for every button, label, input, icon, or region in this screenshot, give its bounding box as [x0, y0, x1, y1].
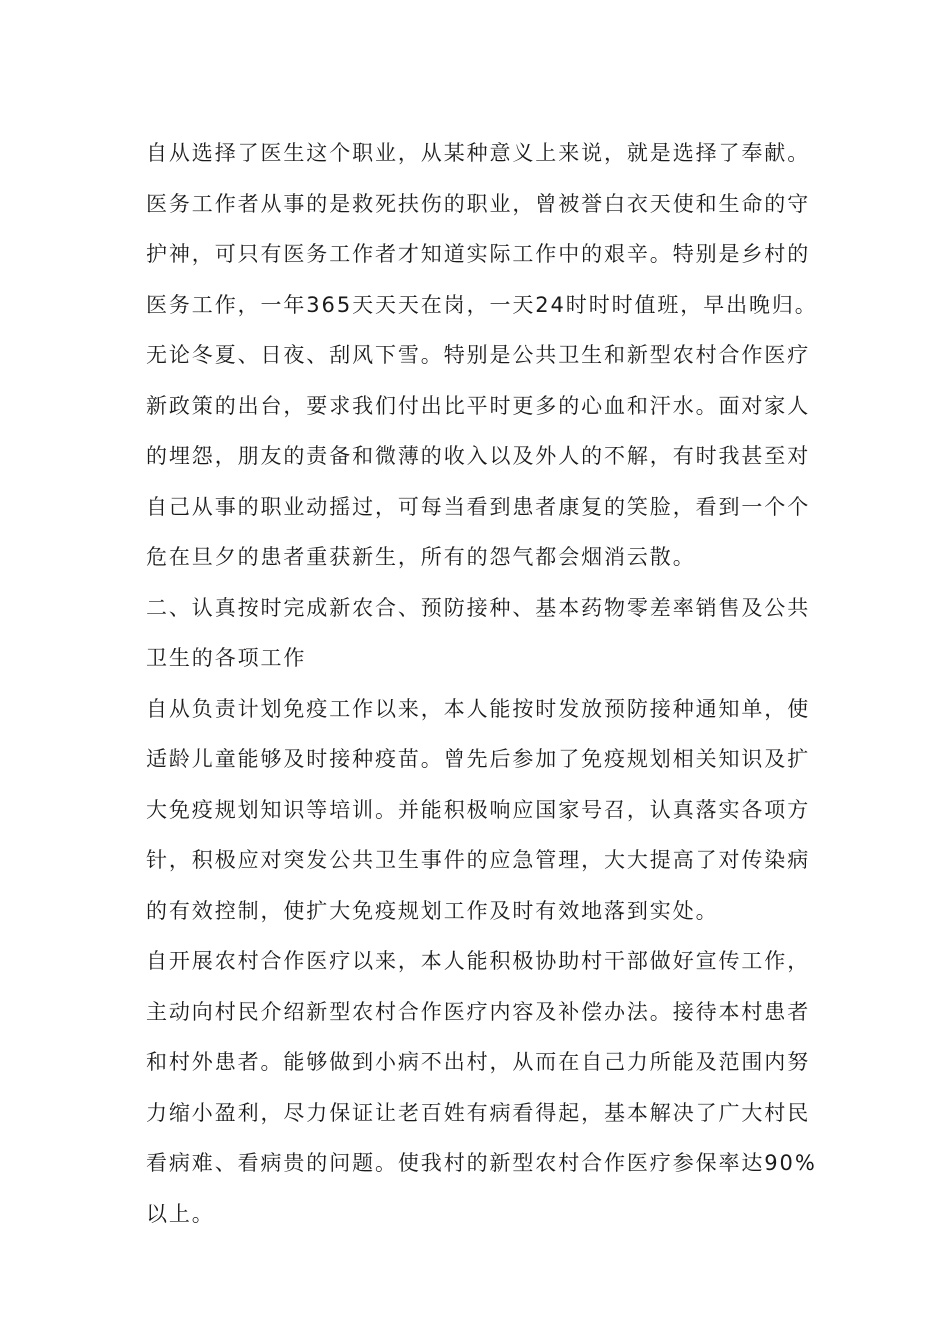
- text-line: 的有效控制，使扩大免疫规划工作及时有效地落到实处。: [146, 898, 719, 923]
- section-heading-line: 卫生的各项工作: [146, 646, 307, 670]
- text-line: 自从负责计划免疫工作以来，本人能按时发放预防接种通知单，使: [146, 696, 811, 721]
- text-line: 和村外患者。能够做到小病不出村，从而在自己力所能及范围内努: [146, 1050, 811, 1074]
- text-line: 自开展农村合作医疗以来，本人能积极协助村干部做好宣传工作，: [146, 949, 811, 973]
- text-line: 主动向村民介绍新型农村合作医疗内容及补偿办法。接待本村患者: [146, 999, 811, 1024]
- text-line: 适龄儿童能够及时接种疫苗。曾先后参加了免疫规划相关知识及扩: [146, 747, 811, 771]
- section-heading-line: 二、认真按时完成新农合、预防接种、基本药物零差率销售及公共: [146, 595, 811, 620]
- text-line: 自己从事的职业动摇过，可每当看到患者康复的笑脸，看到一个个: [146, 494, 811, 519]
- text-line: 无论冬夏、日夜、刮风下雪。特别是公共卫生和新型农村合作医疗: [146, 343, 811, 367]
- text-line: 危在旦夕的患者重获新生，所有的怨气都会烟消云散。: [146, 545, 696, 569]
- text-line: 新政策的出台，要求我们付出比平时更多的心血和汗水。面对家人: [146, 393, 811, 418]
- body-text: [146, 128, 818, 1239]
- text-line: 医务工作者从事的是救死扶伤的职业，曾被誉白衣天使和生命的守: [146, 191, 811, 216]
- text-line: 医务工作，一年365天天天在岗，一天24时时时值班，早出晚归。: [146, 292, 818, 317]
- text-line: 自从选择了医生这个职业，从某种意义上来说，就是选择了奉献。: [146, 141, 811, 165]
- text-line: 的埋怨，朋友的责备和微薄的收入以及外人的不解，有时我甚至对: [146, 444, 811, 468]
- text-line: 力缩小盈利，尽力保证让老百姓有病看得起，基本解决了广大村民: [146, 1100, 811, 1125]
- text-line: 以上。: [146, 1201, 215, 1226]
- text-line: 看病难、看病贵的问题。使我村的新型农村合作医疗参保率达90%: [146, 1151, 817, 1175]
- text-line: 护神，可只有医务工作者才知道实际工作中的艰辛。特别是乡村的: [146, 242, 811, 266]
- text-line: 大免疫规划知识等培训。并能积极响应国家号召，认真落实各项方: [146, 797, 811, 822]
- text-line: 针，积极应对突发公共卫生事件的应急管理，大大提高了对传染病: [146, 848, 811, 872]
